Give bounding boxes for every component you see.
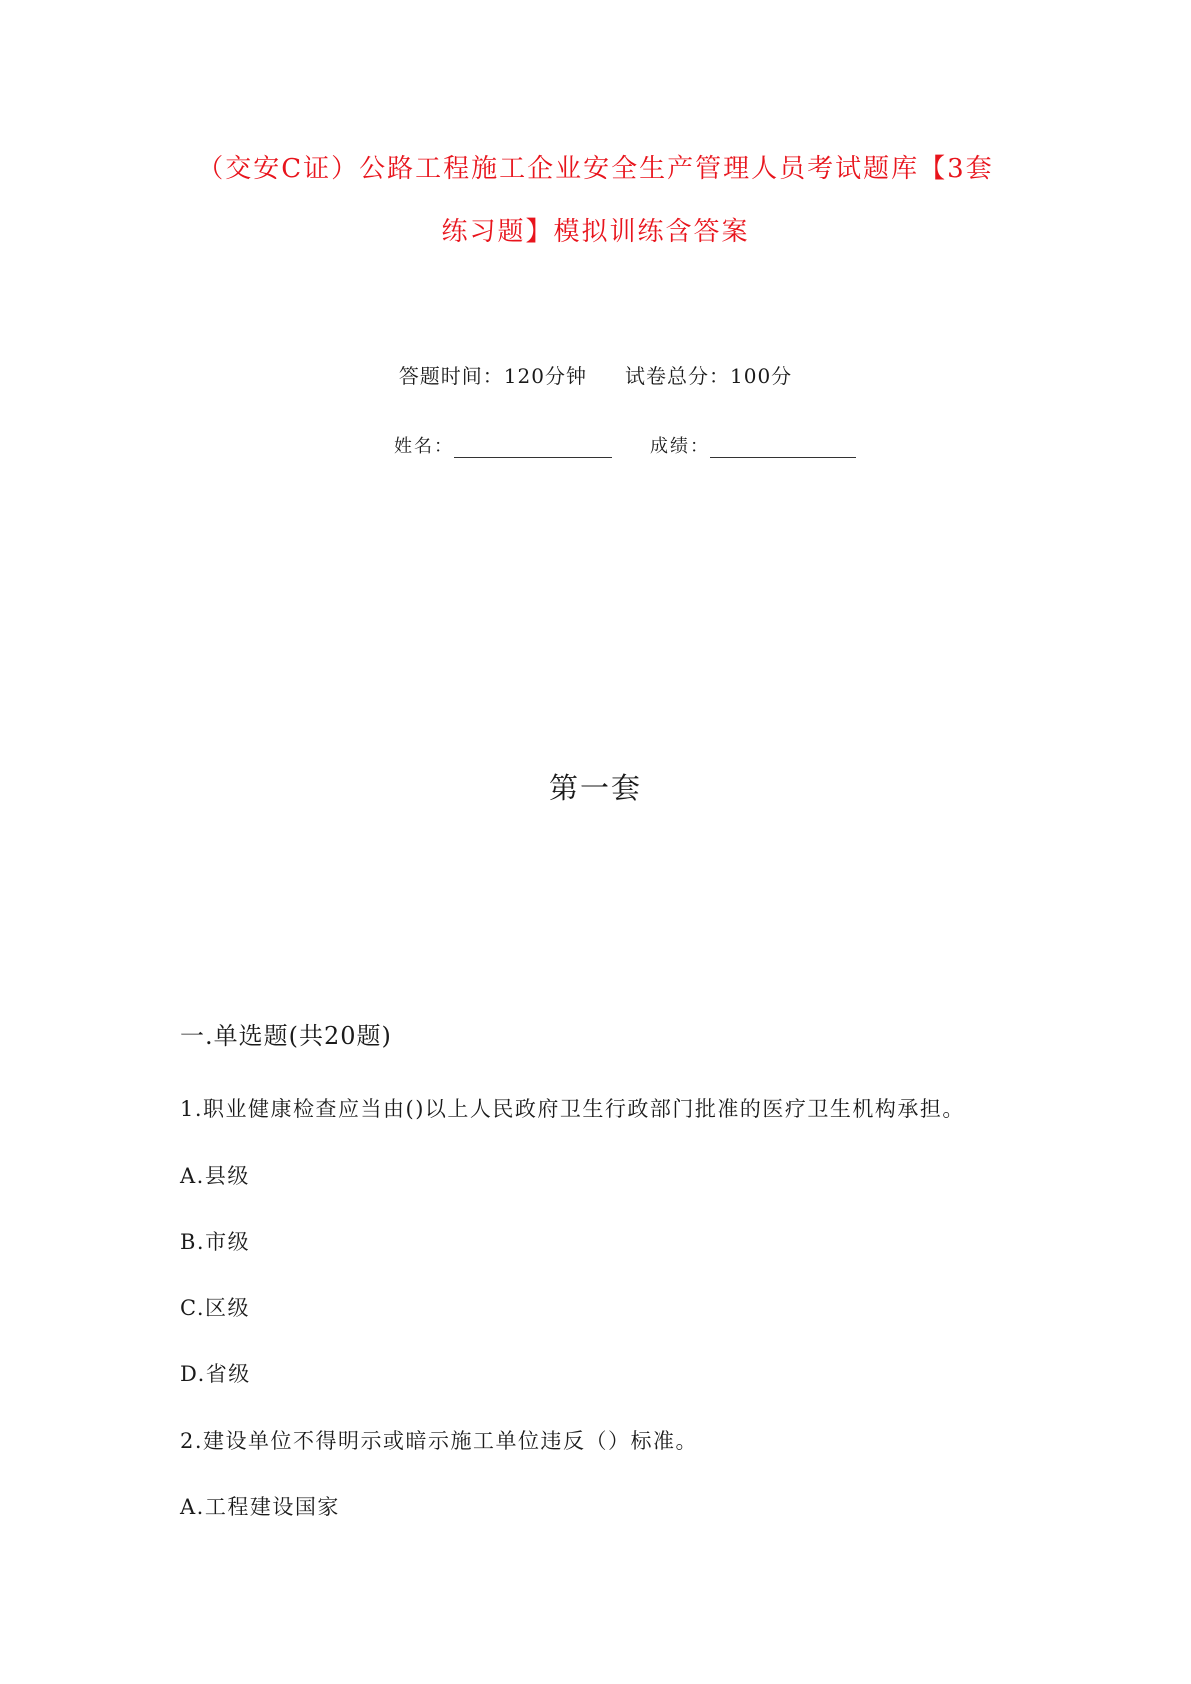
- score-blank: [710, 437, 856, 458]
- exam-total-score: 试卷总分：100分: [625, 364, 793, 388]
- document-title-line-2: 练习题】模拟训练含答案: [441, 217, 750, 247]
- score-label: 成绩：: [650, 436, 710, 457]
- question-1-option-c: C.区级: [180, 1296, 250, 1320]
- set-title: 第一套: [548, 771, 642, 805]
- student-fields: [394, 432, 856, 458]
- question-1-option-a: A.县级: [180, 1164, 250, 1188]
- question-1-option-b: B.市级: [180, 1230, 251, 1254]
- question-2-stem: 2.建设单位不得明示或暗示施工单位违反（）标准。: [180, 1429, 699, 1453]
- section-title: 一.单选题(共20题): [180, 1022, 392, 1050]
- name-blank: [454, 437, 612, 458]
- exam-info: [0, 360, 1191, 389]
- document-title-line-1: （交安C证）公路工程施工企业安全生产管理人员考试题库【3套: [197, 154, 994, 184]
- question-1-option-d: D.省级: [180, 1362, 251, 1386]
- question-1-stem: 1.职业健康检查应当由()以上人民政府卫生行政部门批准的医疗卫生机构承担。: [180, 1097, 965, 1121]
- question-2-option-a: A.工程建设国家: [180, 1495, 340, 1519]
- name-label: 姓名：: [394, 436, 454, 457]
- exam-time: 答题时间：120分钟: [398, 364, 587, 388]
